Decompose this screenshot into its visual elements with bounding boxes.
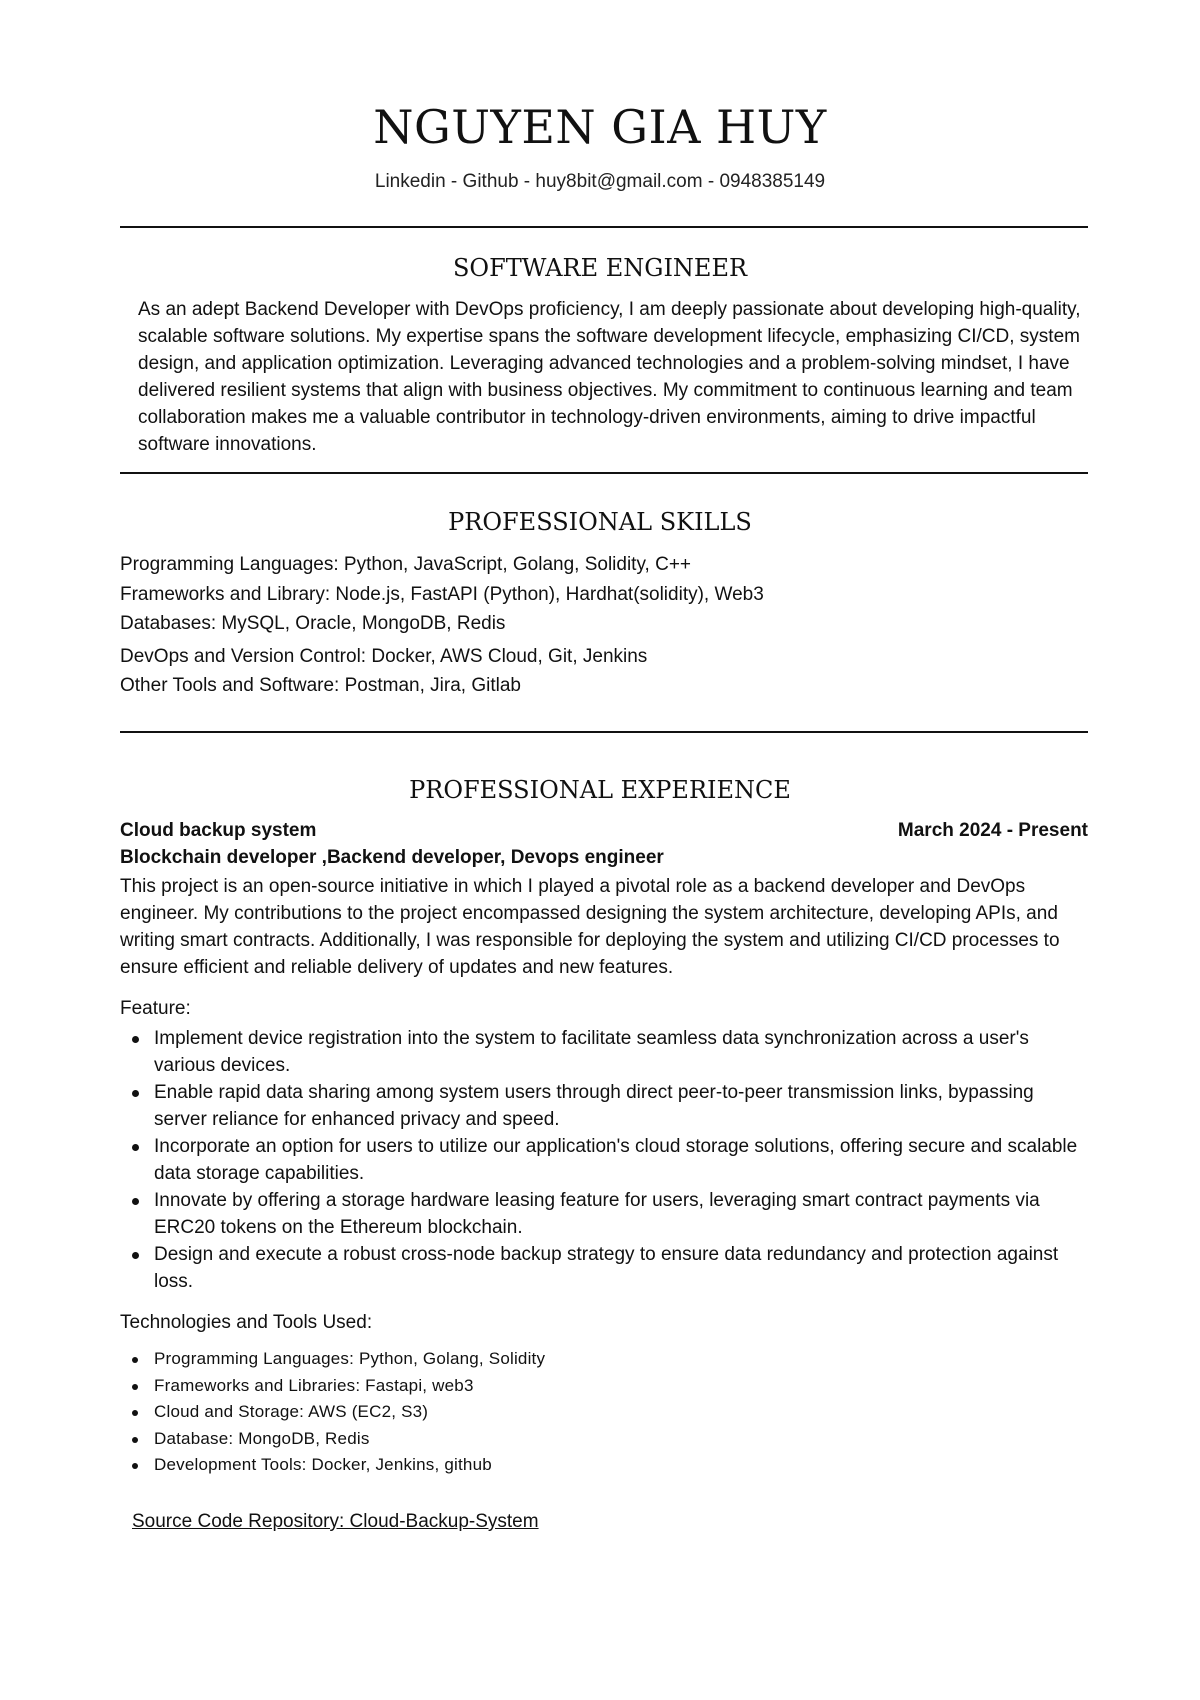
section-divider — [120, 472, 1088, 474]
feature-item — [120, 1187, 1088, 1241]
phone-number: 0948385149 — [719, 171, 826, 192]
project-description: This project is an open-source initiative in which I played a pivotal role as a backend developer and DevOps engineer. My contributions to the project encompassed designing the system architecture, developing APIs, and writing smart contracts. Additionally, I was responsible for deploying the system and utilizing CI/CD processes to ensure efficient and reliable delivery of updates and new features. — [120, 876, 1060, 978]
bullet-icon — [132, 1384, 138, 1390]
linkedin-link[interactable]: Linkedin — [374, 171, 446, 192]
feature-text: Implement device registration into the system to facilitate seamless data synchronization across a user's various devices. — [154, 1028, 1029, 1076]
github-link[interactable]: Github — [462, 171, 519, 192]
skill-item: Frameworks and Library: Node.js, FastAPI (Python), Hardhat(solidity), Web3 — [120, 584, 764, 605]
project-header — [120, 820, 1088, 842]
tool-text: Cloud and Storage: AWS (EC2, S3) — [154, 1402, 429, 1421]
feature-text: Incorporate an option for users to utilize our application's cloud storage solutions, offering secure and scalable data storage capabilities. — [154, 1136, 1078, 1184]
bullet-icon — [132, 1357, 138, 1363]
project-date: March 2024 - Present — [897, 820, 1088, 841]
contact-separator: - — [702, 171, 720, 192]
bullet-icon — [132, 1090, 139, 1097]
tools-label: Technologies and Tools Used: — [120, 1312, 373, 1333]
tool-item — [120, 1452, 1088, 1479]
bullet-icon — [132, 1463, 138, 1469]
tool-text: Programming Languages: Python, Golang, Solidity — [154, 1349, 546, 1368]
bullet-icon — [132, 1437, 138, 1443]
project-name: Cloud backup system — [120, 820, 317, 841]
feature-list — [120, 1025, 1088, 1295]
bullet-icon — [132, 1198, 139, 1205]
summary-title: SOFTWARE ENGINEER — [452, 254, 748, 282]
summary-text: As an adept Backend Developer with DevOps proficiency, I am deeply passionate about developing high-quality, scalable software solutions. My expertise spans the software development lifecycle, emphasizing CI/CD, system design, and application optimization. Leveraging advanced technologies and a problem-solving mindset, I have delivered resilient systems that align with business objectives. My commitment to continuous learning and team collaboration makes me a valuable contributor in technology-driven environments, aiming to drive impactful software innovations. — [138, 299, 1081, 455]
email-link[interactable]: huy8bit@gmail.com — [535, 171, 703, 192]
tool-item — [120, 1373, 1088, 1400]
tool-item — [120, 1426, 1088, 1453]
feature-item — [120, 1241, 1088, 1295]
experience-title: PROFESSIONAL EXPERIENCE — [409, 776, 791, 804]
section-divider — [120, 731, 1088, 733]
bullet-icon — [132, 1036, 139, 1043]
section-divider — [120, 226, 1088, 228]
feature-item — [120, 1079, 1088, 1133]
skill-item: Databases: MySQL, Oracle, MongoDB, Redis — [120, 613, 506, 634]
project-role: Blockchain developer ,Backend developer, Devops engineer — [120, 847, 664, 868]
feature-text: Innovate by offering a storage hardware leasing feature for users, leveraging smart contract payments via ERC20 tokens on the Ethereum blockchain. — [154, 1190, 1040, 1238]
bullet-icon — [132, 1252, 139, 1259]
source-code-link[interactable]: Source Code Repository: Cloud-Backup-System — [132, 1511, 539, 1532]
feature-text: Design and execute a robust cross-node backup strategy to ensure data redundancy and protection against loss. — [154, 1244, 1059, 1292]
tool-item — [120, 1346, 1088, 1373]
bullet-icon — [132, 1144, 139, 1151]
tool-item — [120, 1399, 1088, 1426]
feature-text: Enable rapid data sharing among system users through direct peer-to-peer transmission links, bypassing server reliance for enhanced privacy and speed. — [154, 1082, 1034, 1130]
skill-item: Other Tools and Software: Postman, Jira, Gitlab — [120, 675, 521, 696]
skills-title: PROFESSIONAL SKILLS — [448, 508, 752, 536]
candidate-name: NGUYEN GIA HUY — [373, 100, 827, 154]
skill-item: DevOps and Version Control: Docker, AWS Cloud, Git, Jenkins — [120, 646, 648, 667]
contact-separator: - — [518, 171, 536, 192]
bullet-icon — [132, 1410, 138, 1416]
tools-list — [120, 1346, 1088, 1479]
feature-item — [120, 1133, 1088, 1187]
tool-text: Frameworks and Libraries: Fastapi, web3 — [154, 1375, 474, 1395]
contact-separator: - — [445, 171, 463, 192]
tool-text: Database: MongoDB, Redis — [154, 1428, 370, 1448]
tool-text: Development Tools: Docker, Jenkins, github — [154, 1455, 492, 1474]
contact-line — [0, 171, 1200, 193]
feature-label: Feature: — [120, 998, 191, 1019]
feature-item — [120, 1025, 1088, 1079]
skill-item: Programming Languages: Python, JavaScript, Golang, Solidity, C++ — [120, 554, 692, 575]
